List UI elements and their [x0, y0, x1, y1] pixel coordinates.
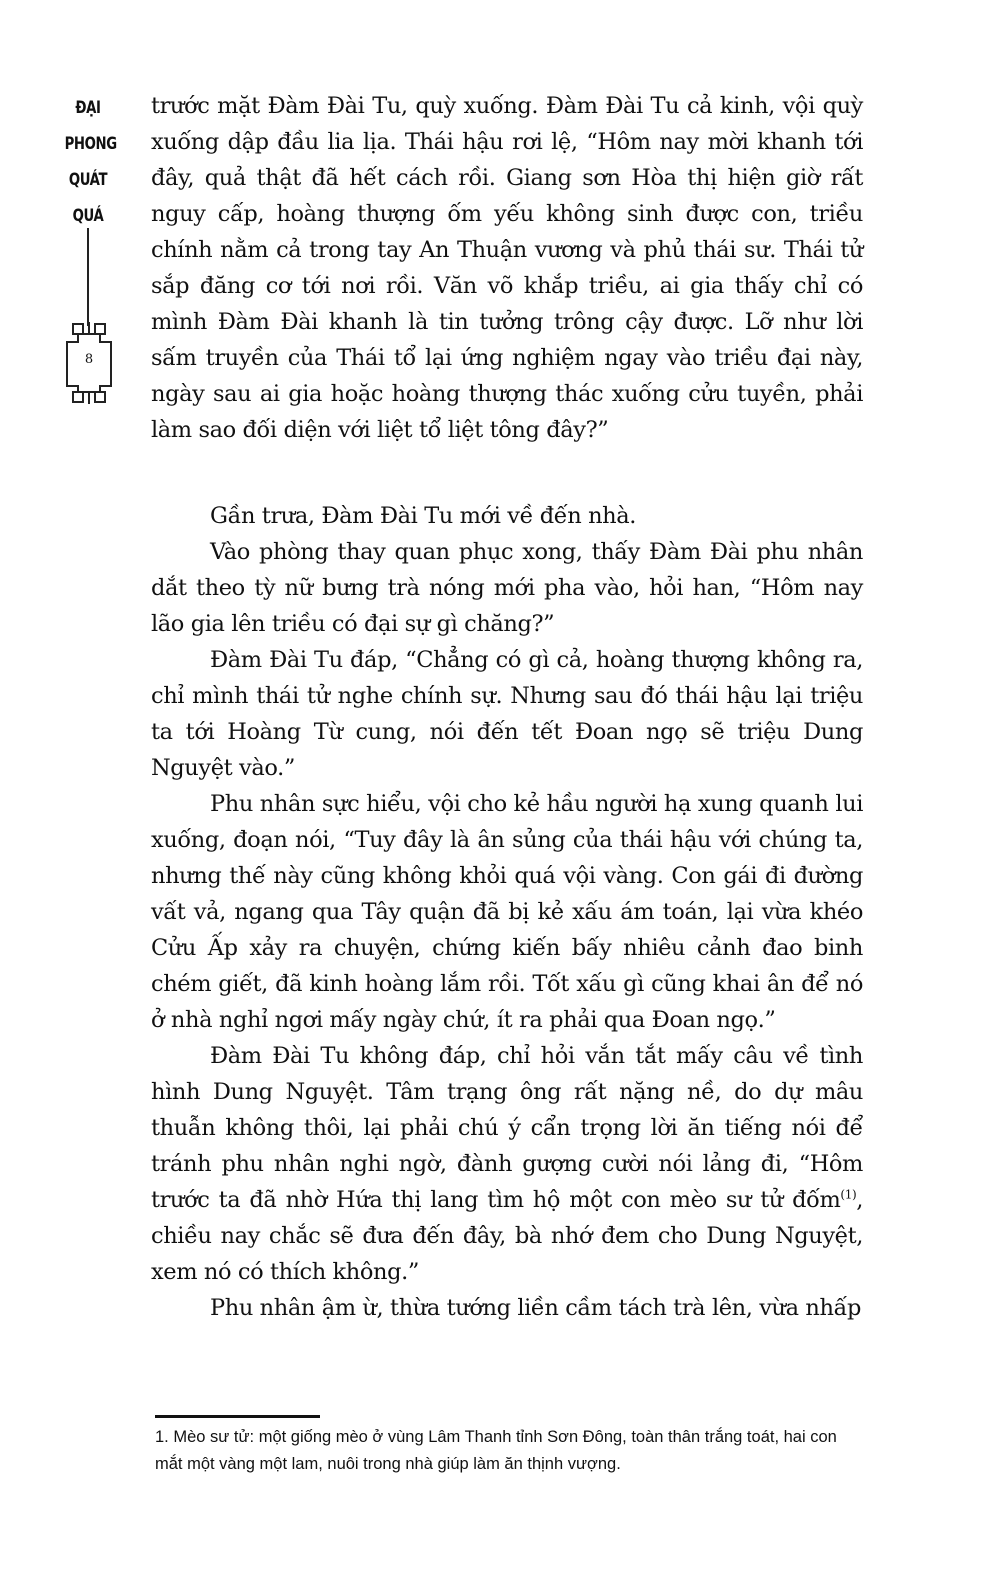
body-text	[151, 88, 863, 1326]
paragraph: Gần trưa, Đàm Đài Tu mới về đến nhà.	[210, 503, 637, 529]
footnote-divider	[155, 1415, 320, 1418]
paragraph: Phu nhân sực hiểu, vội cho kẻ hầu người hạ xung quanh lui xuống, đoạn nói, “Tuy đây là ân sủng của thái hậu với chúng ta, nhưng thế này cũng không khỏi quá vội vàng. Con gái đi đường vất vả, ngang qua Tây quận đã bị kẻ xấu ám toán, lại vừa khéo Cửu Ấp xảy ra chuyện, chứng kiến bấy nhiêu cảnh đao binh chém giết, đã kinh hoàng lắm rồi. Tốt xấu gì cũng khai ân để nó ở nhà nghỉ ngơi mấy ngày chứ, ít ra phải qua Đoan ngọ.”	[151, 791, 863, 1033]
title-line: QUÁT	[68, 170, 108, 190]
running-book-title	[64, 90, 117, 234]
footnote: 1. Mèo sư tử: một giống mèo ở vùng Lâm Thanh tỉnh Sơn Đông, toàn thân trắng toát, hai con mắt một vàng một lam, nuôi trong nhà giúp làm ăn thịnh vượng.	[155, 1428, 837, 1473]
paragraph-text: Đàm Đài Tu không đáp, chỉ hỏi vắn tắt mấy câu về tình hình Dung Nguyệt. Tâm trạng ông rất nặng nề, do dự mâu thuẫn không thôi, lại phải chú ý cẩn trọng lời ăn tiếng nói để tránh phu nhân nghi ngờ, đành gượng cười nói lảng đi, “Hôm trước ta đã nhờ Hứa thị lang tìm hộ một con mèo sư tử đốm	[151, 1043, 863, 1213]
title-line: ĐẠI	[75, 98, 101, 118]
title-line: QUÁ	[72, 206, 104, 226]
paragraph: Phu nhân ậm ừ, thừa tướng liền cầm tách trà lên, vừa nhấp	[210, 1295, 861, 1321]
paragraph: trước mặt Đàm Đài Tu, quỳ xuống. Đàm Đài Tu cả kinh, vội quỳ xuống dập đầu lia lịa. Thái hậu rơi lệ, “Hôm nay mời khanh tới đây, quả thật đã hết cách rồi. Giang sơn Hòa thị hiện giờ rất nguy cấp, hoàng thượng ốm yếu không sinh được con, triều chính nằm cả trong tay An Thuận vương và phủ thái sư. Thái tử sắp đăng cơ tới nơi rồi. Văn võ khắp triều, ai gia thấy chỉ có mình Đàm Đài khanh là tin tưởng trông cậy được. Lỡ như lời sấm truyền của Thái tổ lại ứng nghiệm ngay vào triều đại này, ngày sau ai gia hoặc hoàng thượng thác xuống cửu tuyền, phải làm sao đối diện với liệt tổ liệt tông đây?”	[151, 93, 863, 443]
title-line: PHONG	[64, 134, 117, 154]
paragraph: Vào phòng thay quan phục xong, thấy Đàm Đài phu nhân dắt theo tỳ nữ bưng trà nóng mới pha vào, hỏi han, “Hôm nay lão gia lên triều có đại sự gì chăng?”	[151, 539, 863, 637]
decorative-rule	[87, 228, 89, 326]
paragraph	[151, 1038, 863, 1290]
page-number: 8	[84, 352, 94, 367]
footnote-reference[interactable]: (1)	[840, 1187, 857, 1202]
section-break	[151, 448, 863, 498]
paragraph: Đàm Đài Tu đáp, “Chẳng có gì cả, hoàng thượng không ra, chỉ mình thái tử nghe chính sự. Nhưng sau đó thái hậu lại triệu ta tới Hoàng Từ cung, nói đến tết Đoan ngọ sẽ triệu Dung Nguyệt vào.”	[151, 647, 863, 781]
paragraph-text: , chiều nay chắc sẽ đưa đến đây, bà nhớ đem cho Dung Nguyệt, xem nó có thích không.”	[151, 1187, 863, 1285]
